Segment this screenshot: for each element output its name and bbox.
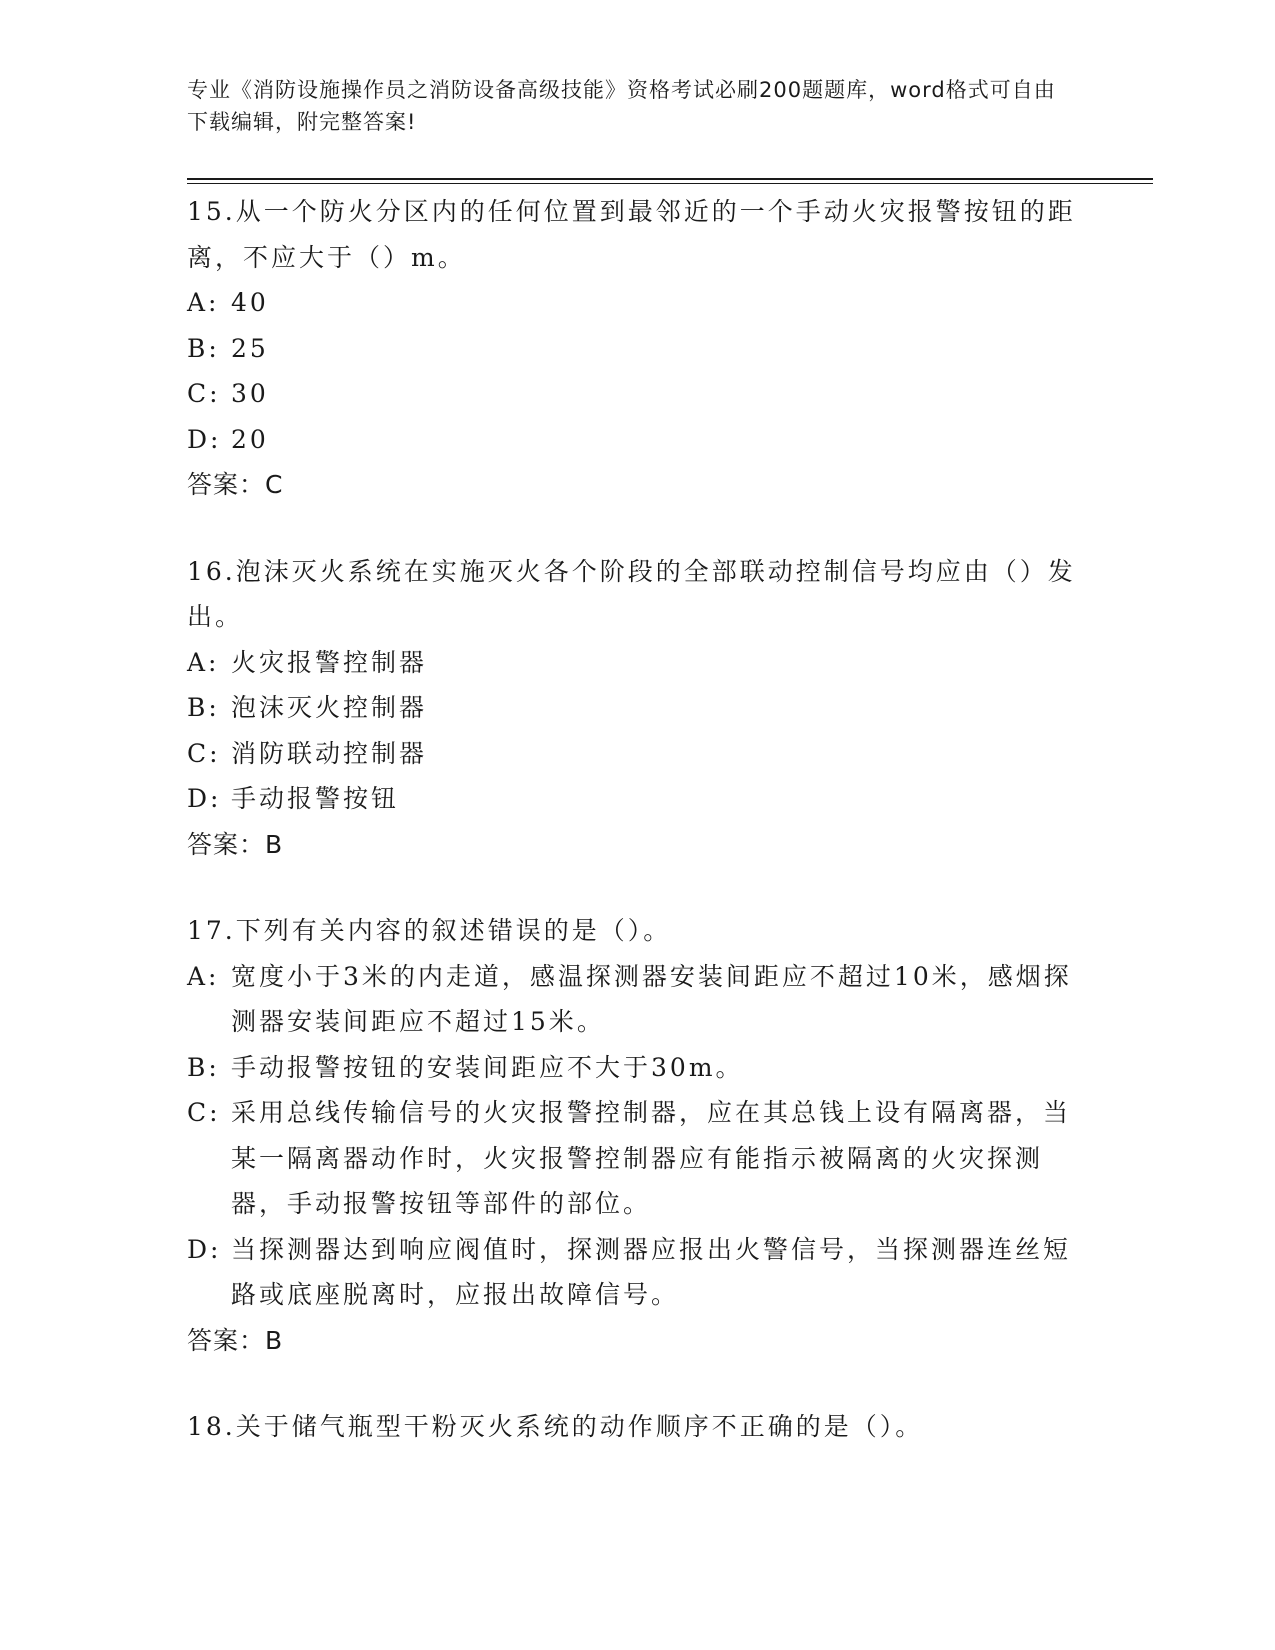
option-key: C: (187, 379, 221, 408)
question-17 (187, 908, 1087, 1363)
option-d (187, 776, 1087, 822)
question-16 (187, 549, 1087, 868)
question-15 (187, 189, 1087, 508)
option-text: 宽度小于3米的内走道，感温探测器安装间距应不超过10米，感烟探测器安装间距应不超过15米。 (231, 961, 1072, 1036)
option-d (187, 1227, 1087, 1318)
option-key: D: (187, 784, 222, 813)
option-d (187, 417, 1087, 463)
option-c (187, 371, 1087, 417)
option-b (187, 326, 1087, 372)
option-a (187, 280, 1087, 326)
option-text: 30 (231, 379, 269, 408)
option-key: A: (187, 288, 220, 317)
question-18 (187, 1404, 1087, 1450)
answer-line: 答案：B (187, 1325, 284, 1355)
question-stem: 17.下列有关内容的叙述错误的是（）。 (187, 916, 672, 945)
option-text: 手动报警按钮 (231, 784, 400, 813)
option-key: D: (187, 424, 222, 454)
option-text: 25 (231, 333, 269, 363)
option-text: 手动报警按钮的安装间距应不大于30m。 (231, 1052, 744, 1082)
option-b (187, 685, 1087, 731)
option-b (187, 1045, 1087, 1091)
question-list (187, 189, 1087, 1491)
option-key: A: (187, 961, 220, 991)
option-key: D: (187, 1234, 222, 1264)
header-divider-thick (187, 178, 1153, 180)
question-stem: 18.关于储气瓶型干粉灭火系统的动作顺序不正确的是（）。 (187, 1412, 924, 1441)
option-text: 消防联动控制器 (231, 738, 428, 768)
option-text: 泡沫灭火控制器 (231, 693, 428, 722)
header-divider-thin (187, 183, 1153, 184)
option-key: B: (187, 1052, 220, 1082)
answer-line: 答案：B (187, 829, 284, 859)
option-a (187, 954, 1087, 1045)
option-text: 20 (231, 424, 269, 454)
option-c (187, 1090, 1087, 1227)
option-key: A: (187, 647, 220, 677)
question-stem: 16.泡沫灭火系统在实施灭火各个阶段的全部联动控制信号均应由（）发出。 (187, 556, 1076, 631)
option-key: C: (187, 738, 221, 768)
document-header: 专业《消防设施操作员之消防设备高级技能》资格考试必刷200题题库，word格式可自由下载编辑，附完整答案! (187, 78, 1056, 134)
answer-line: 答案：C (187, 470, 284, 499)
option-c (187, 731, 1087, 777)
option-text: 火灾报警控制器 (231, 647, 428, 677)
option-a (187, 640, 1087, 686)
question-stem: 15.从一个防火分区内的任何位置到最邻近的一个手动火灾报警按钮的距离，不应大于（）m。 (187, 197, 1076, 272)
option-key: B: (187, 693, 220, 722)
option-text: 采用总线传输信号的火灾报警控制器，应在其总钱上设有隔离器，当某一隔离器动作时，火灾报警控制器应有能指示被隔离的火灾探测器，手动报警按钮等部件的部位。 (231, 1098, 1072, 1218)
option-key: C: (187, 1098, 221, 1127)
option-text: 40 (231, 288, 269, 317)
option-key: B: (187, 333, 220, 363)
option-text: 当探测器达到响应阀值时，探测器应报出火警信号，当探测器连丝短路或底座脱离时，应报出故障信号。 (231, 1234, 1072, 1309)
